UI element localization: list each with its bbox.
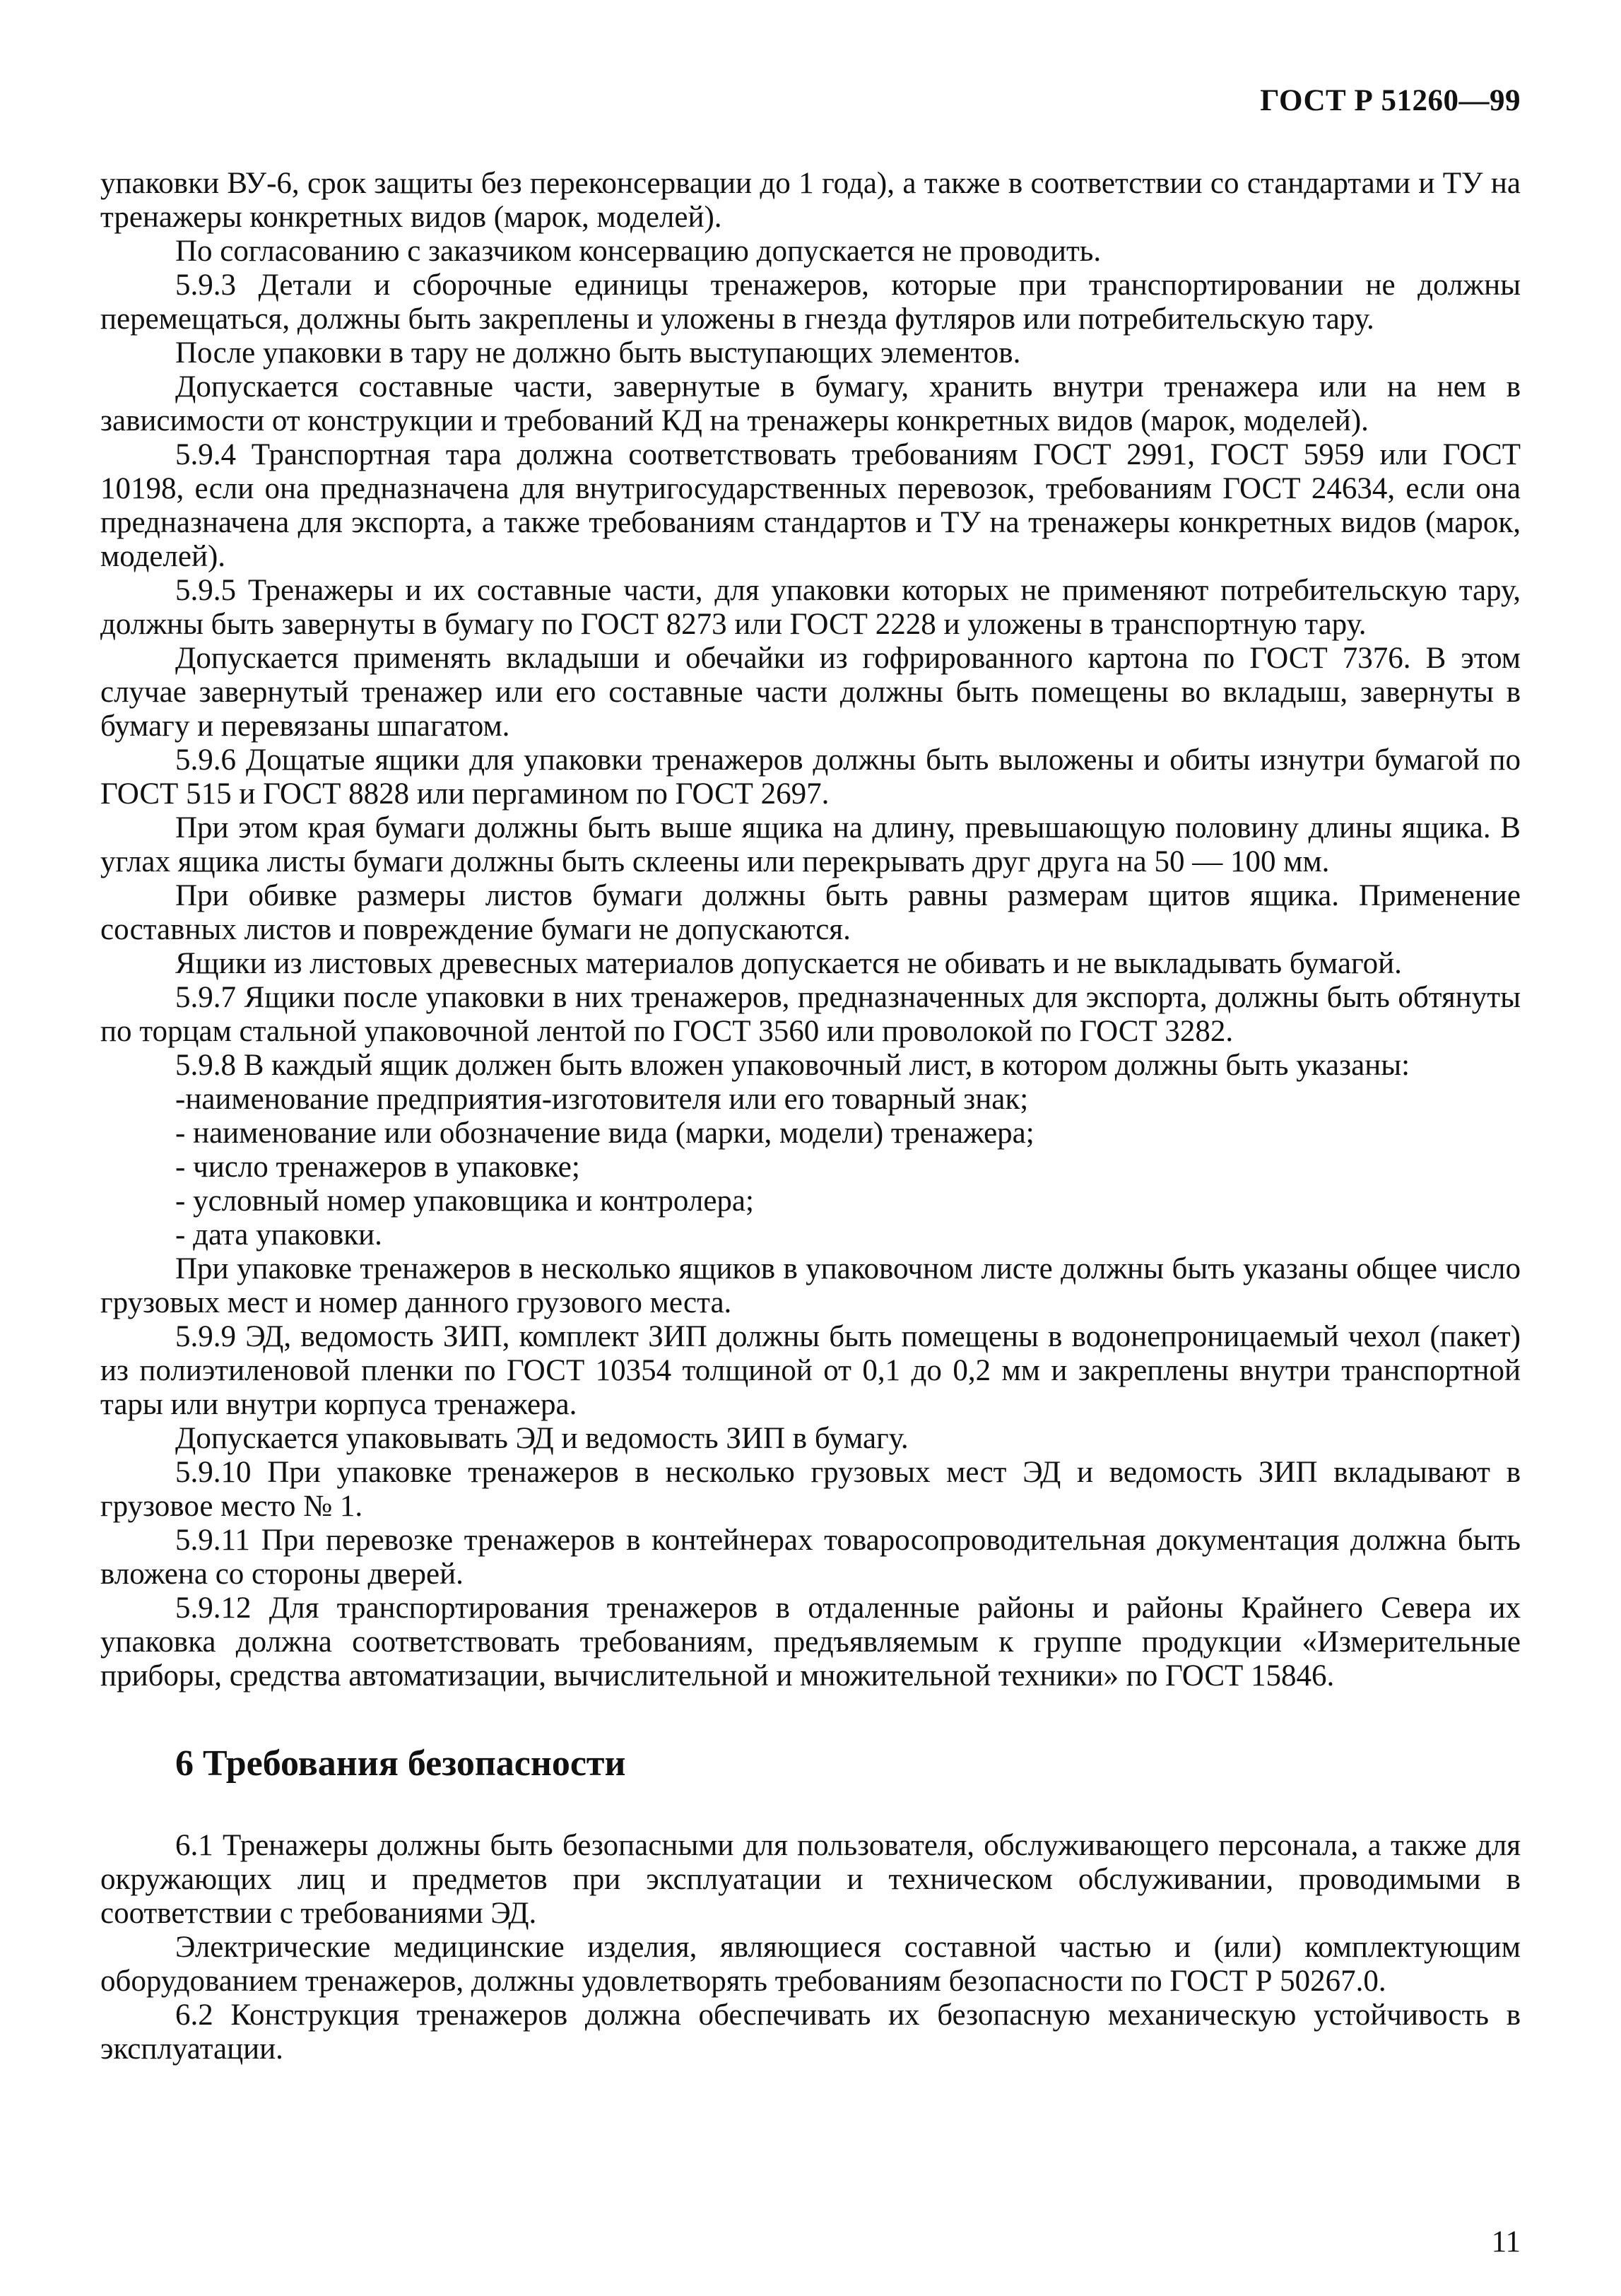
paragraph-5-9-10: 5.9.10 При упаковке тренажеров в несколько грузовых мест ЭД и ведомость ЗИП вкладывают в грузовое место № 1. bbox=[100, 1456, 1521, 1523]
paragraph: После упаковки в тару не должно быть выступающих элементов. bbox=[175, 336, 1021, 370]
paragraph-5-9-8: 5.9.8 В каждый ящик должен быть вложен упаковочный лист, в котором должны быть указаны: bbox=[175, 1049, 1410, 1082]
paragraph: При обивке размеры листов бумаги должны быть равны размерам щитов ящика. Применение составных листов и повреждение бумаги не допускаются. bbox=[100, 879, 1521, 946]
paragraph: Допускается составные части, завернутые в бумагу, хранить внутри тренажера или на нем в зависимости от конструкции и требований КД на тренажеры конкретных видов (марок, моделей). bbox=[100, 370, 1521, 437]
paragraph: При этом края бумаги должны быть выше ящика на длину, превышающую половину длины ящика. В углах ящика листы бумаги должны быть склеены или перекрывать друг друга на 50 — 100 мм. bbox=[100, 811, 1521, 878]
paragraph-5-9-12: 5.9.12 Для транспортирования тренажеров в отдаленные районы и районы Крайнего Севера их упаковка должна соответствовать требованиям, предъявляемым к группе продукции «Измерительные приборы, средства автоматизации, вычислительной и множительной техники» по ГОСТ 15846. bbox=[100, 1591, 1521, 1692]
paragraph-6-1: 6.1 Тренажеры должны быть безопасными для пользователя, обслуживающего персонала, а также для окружающих лиц и предметов при эксплуатации и техническом обслуживании, проводимыми в соответствии с требованиями ЭД. bbox=[100, 1829, 1521, 1930]
paragraph-5-9-3: 5.9.3 Детали и сборочные единицы тренажеров, которые при транспортировании не должны перемещаться, должны быть закреплены и уложены в гнезда футляров или потребительскую тару. bbox=[100, 269, 1521, 336]
document-body bbox=[100, 167, 1521, 2066]
paragraph-5-9-5: 5.9.5 Тренажеры и их составные части, для упаковки которых не применяют потребительскую тару, должны быть завернуты в бумагу по ГОСТ 8273 или ГОСТ 2228 и уложены в транспортную тару. bbox=[100, 574, 1521, 641]
paragraph: Допускается применять вкладыши и обечайки из гофрированного картона по ГОСТ 7376. В этом случае завернутый тренажер или его составные части должны быть помещены во вкладыш, завернуты в бумагу и перевязаны шпагатом. bbox=[100, 642, 1521, 743]
list-item: - условный номер упаковщика и контролера; bbox=[175, 1184, 754, 1218]
list-item: - дата упаковки. bbox=[175, 1218, 382, 1252]
paragraph: Ящики из листовых древесных материалов допускается не обивать и не выкладывать бумагой. bbox=[175, 947, 1402, 980]
paragraph-5-9-7: 5.9.7 Ящики после упаковки в них тренажеров, предназначенных для экспорта, должны быть обтянуты по торцам стальной упаковочной лентой по ГОСТ 3560 или проволокой по ГОСТ 3282. bbox=[100, 981, 1521, 1048]
paragraph: Допускается упаковывать ЭД и ведомость ЗИП в бумагу. bbox=[175, 1422, 909, 1455]
paragraph-5-9-11: 5.9.11 При перевозке тренажеров в контейнерах товаросопроводительная документация должна быть вложена со стороны дверей. bbox=[100, 1524, 1521, 1591]
paragraph-5-9-6: 5.9.6 Дощатые ящики для упаковки тренажеров должны быть выложены и обиты изнутри бумагой по ГОСТ 515 и ГОСТ 8828 или пергамином по ГОСТ 2697. bbox=[100, 743, 1521, 811]
page-number: 11 bbox=[1491, 2225, 1521, 2259]
paragraph: По согласованию с заказчиком консервацию допускается не проводить. bbox=[175, 235, 1102, 268]
paragraph-5-9-9: 5.9.9 ЭД, ведомость ЗИП, комплект ЗИП должны быть помещены в водонепроницаемый чехол (пакет) из полиэтиленовой пленки по ГОСТ 10354 толщиной от 0,1 до 0,2 мм и закреплены внутри транспортной тары или внутри корпуса тренажера. bbox=[100, 1320, 1521, 1421]
paragraph-6-2: 6.2 Конструкция тренажеров должна обеспечивать их безопасную механическую устойчивость в эксплуатации. bbox=[100, 1998, 1521, 2066]
paragraph: Электрические медицинские изделия, являющиеся составной частью и (или) комплектующим оборудованием тренажеров, должны удовлетворять требованиям безопасности по ГОСТ Р 50267.0. bbox=[100, 1931, 1521, 1998]
list-item: -наименование предприятия-изготовителя или его товарный знак; bbox=[175, 1083, 1029, 1116]
packing-list-items bbox=[100, 1083, 1521, 1252]
list-item: - число тренажеров в упаковке; bbox=[175, 1150, 580, 1184]
paragraph-continuation: упаковки ВУ-6, срок защиты без переконсервации до 1 года), а также в соответствии со стандартами и ТУ на тренажеры конкретных видов (марок, моделей). bbox=[100, 167, 1521, 234]
paragraph-5-9-4: 5.9.4 Транспортная тара должна соответствовать требованиям ГОСТ 2991, ГОСТ 5959 или ГОСТ 10198, если она предназначена для внутригосударственных перевозок, требованиям ГОСТ 24634, если она предназначена для экспорта, а также требованиям стандартов и ТУ на тренажеры конкретных видов (марок, моделей). bbox=[100, 438, 1521, 573]
paragraph: При упаковке тренажеров в несколько ящиков в упаковочном листе должны быть указаны общее число грузовых мест и номер данного грузового места. bbox=[100, 1252, 1521, 1319]
document-code-header: ГОСТ Р 51260—99 bbox=[1260, 84, 1521, 117]
list-item: - наименование или обозначение вида (марки, модели) тренажера; bbox=[175, 1117, 1035, 1150]
section-title: 6 Требования безопасности bbox=[175, 1743, 626, 1784]
